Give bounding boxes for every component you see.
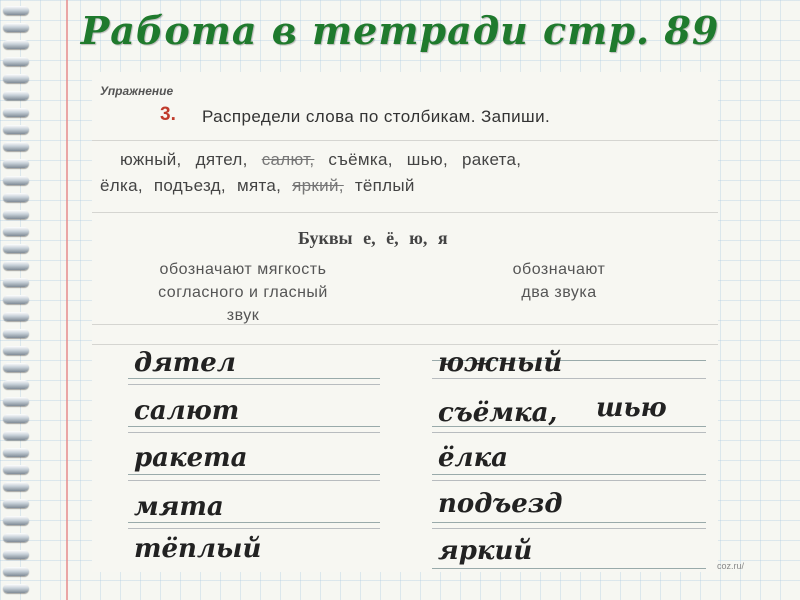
writing-line (432, 528, 706, 529)
word: ёлка, (100, 176, 143, 195)
divider (92, 324, 718, 325)
writing-line (432, 522, 706, 523)
writing-line (432, 378, 706, 379)
word: подъезд, (153, 176, 226, 195)
answer-word-col2: съёмка, (438, 398, 558, 428)
column-1-header-line: обозначают мягкость (159, 261, 327, 278)
spiral-ring (3, 57, 29, 66)
divider (92, 140, 718, 141)
divider (92, 344, 718, 345)
answer-word-col2-extra: шью (596, 393, 667, 423)
spiral-ring (3, 312, 29, 321)
answer-word-col2: подъезд (438, 489, 563, 519)
writing-line (128, 522, 380, 523)
spiral-ring (3, 159, 29, 168)
word: съёмка, (328, 150, 393, 169)
answer-word-col1: тёплый (134, 534, 262, 564)
writing-line (432, 474, 706, 475)
spiral-ring (3, 516, 29, 525)
word: яркий, (292, 176, 344, 195)
word: тёплый (354, 176, 415, 195)
word: южный, (120, 150, 182, 169)
word: дятел, (195, 150, 248, 169)
writing-line (128, 384, 380, 385)
spiral-binding (0, 0, 34, 600)
column-2-header (484, 258, 634, 304)
word: шью, (406, 150, 448, 169)
spiral-ring (3, 482, 29, 491)
word-list-line-2 (100, 176, 415, 196)
spiral-ring (3, 278, 29, 287)
spiral-ring (3, 108, 29, 117)
exercise-task: Распредели слова по столбикам. Запиши. (202, 107, 551, 126)
column-1-header-line: звук (226, 307, 260, 324)
word-list-line-1 (120, 150, 720, 170)
answer-word-col1: ракета (134, 443, 248, 473)
spiral-ring (3, 465, 29, 474)
column-2-header-line: обозначают (512, 261, 606, 278)
spiral-ring (3, 584, 29, 593)
spiral-ring (3, 261, 29, 270)
page-title: Работа в тетради стр. 89 (80, 8, 720, 53)
spiral-ring (3, 125, 29, 134)
spiral-ring (3, 380, 29, 389)
spiral-ring (3, 210, 29, 219)
writing-line (128, 426, 380, 427)
writing-line (128, 474, 380, 475)
writing-line (432, 480, 706, 481)
answer-word-col2: яркий (438, 536, 533, 566)
exercise-number: 3. (160, 104, 176, 125)
spiral-ring (3, 567, 29, 576)
notebook-margin-line (66, 0, 68, 600)
answer-word-col1: салют (134, 396, 240, 426)
writing-line (432, 568, 706, 569)
writing-line (432, 432, 706, 433)
answer-word-col1: дятел (134, 348, 236, 378)
answer-word-col2: ёлка (438, 443, 509, 473)
answer-word-col2: южный (438, 348, 563, 378)
letters-heading: Буквы е, ё, ю, я (298, 228, 448, 248)
spiral-ring (3, 499, 29, 508)
writing-line (128, 432, 380, 433)
column-1-header-line: согласного и гласный (158, 284, 328, 301)
spiral-ring (3, 227, 29, 236)
watermark: coz.ru/ (717, 561, 745, 571)
word: салют, (261, 150, 315, 169)
writing-line (128, 480, 380, 481)
spiral-ring (3, 329, 29, 338)
spiral-ring (3, 533, 29, 542)
exercise-heading: Упражнение (100, 84, 174, 98)
spiral-ring (3, 193, 29, 202)
word: ракета, (462, 150, 522, 169)
spiral-ring (3, 448, 29, 457)
writing-line (128, 528, 380, 529)
spiral-ring (3, 244, 29, 253)
spiral-ring (3, 74, 29, 83)
divider (92, 212, 718, 213)
word: мята, (236, 176, 282, 195)
answer-word-col1: мята (134, 492, 224, 522)
spiral-ring (3, 550, 29, 559)
spiral-ring (3, 176, 29, 185)
spiral-ring (3, 295, 29, 304)
spiral-ring (3, 397, 29, 406)
spiral-ring (3, 363, 29, 372)
spiral-ring (3, 346, 29, 355)
column-2-header-line: два звука (521, 284, 597, 301)
spiral-ring (3, 142, 29, 151)
writing-line (128, 378, 380, 379)
spiral-ring (3, 414, 29, 423)
spiral-ring (3, 91, 29, 100)
spiral-ring (3, 431, 29, 440)
column-1-header (108, 258, 378, 327)
